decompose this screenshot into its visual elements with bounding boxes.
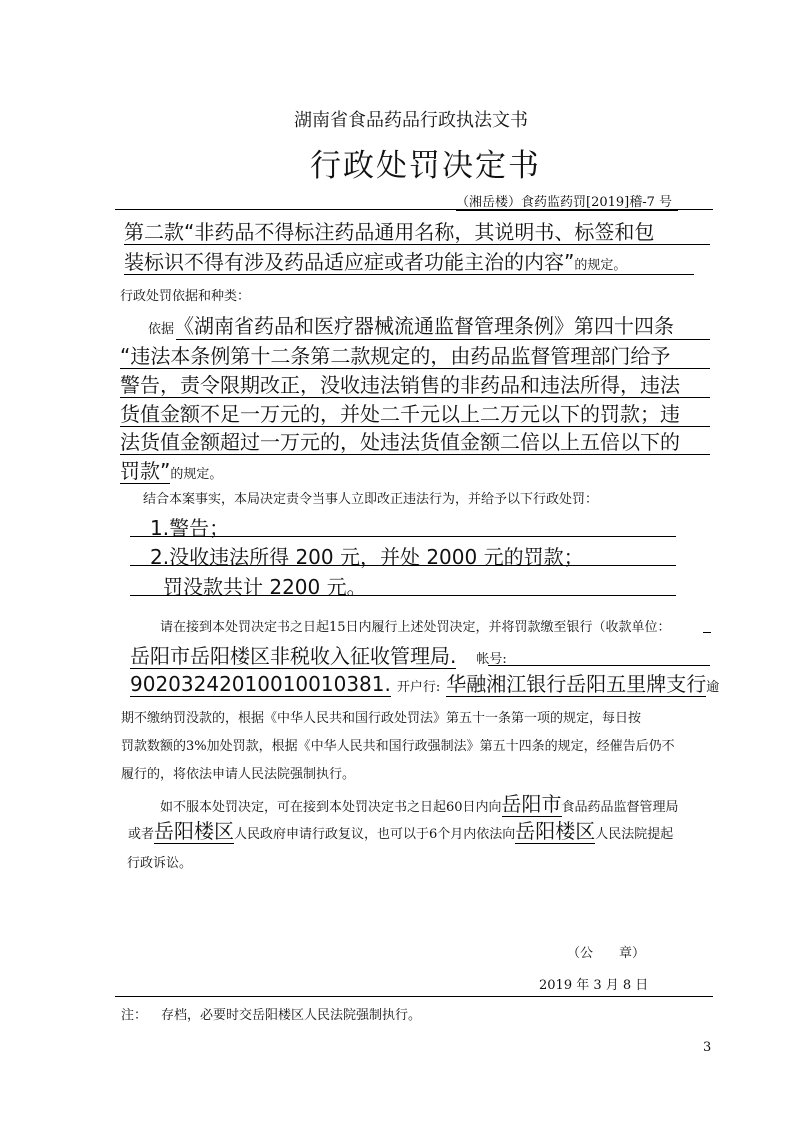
penalty-item-2: 2.没收违法所得 200 元，并处 2000 元的罚款；: [150, 545, 584, 569]
basis-line-6-row: [120, 455, 222, 484]
note-row: [121, 1004, 421, 1023]
payment-line-4: 期不缴纳罚没款的，根据《中华人民共和国行政处罚法》第五十一条第一项的规定，每日按: [121, 711, 642, 726]
page-number: 3: [703, 1040, 712, 1055]
appeal-text-5: 人民法院提起: [595, 827, 674, 842]
basis-suffix: 的规定。: [170, 467, 223, 482]
penalty-total: 罚没款共计 2200 元。: [163, 575, 367, 599]
overdue-tail: 逾: [706, 680, 720, 695]
basis-line-3: 警告，责令限期改正，没收违法销售的非药品和违法所得，违法: [120, 373, 680, 397]
violation-line-1: 第二款“非药品不得标注药品通用名称，其说明书、标签和包: [124, 220, 655, 244]
appeal-district-2: 岳阳楼区: [515, 819, 596, 843]
appeal-text-6: 行政诉讼。: [127, 856, 193, 871]
document-number: （湘岳楼）食药监药罚[2019]稽-7 号: [456, 191, 678, 211]
underline: [130, 565, 676, 566]
underline: [124, 274, 694, 275]
note-label: 注：: [121, 1008, 148, 1023]
payment-line-2-row: [130, 640, 507, 669]
underline: [488, 665, 710, 666]
bank-label: 开户行:: [396, 680, 441, 695]
payment-line-3-row: [130, 668, 719, 697]
basis-prefix: 依据: [148, 322, 175, 337]
note-text: 存档，必要时交岳阳楼区人民法院强制执行。: [161, 1008, 422, 1023]
document-title: 行政处罚决定书: [310, 148, 541, 184]
bank-name: 华融湘江银行岳阳五里牌支行: [446, 672, 707, 696]
violation-line-2: 装标识不得有涉及药品适应症或者功能主治的内容”: [124, 250, 575, 274]
underline: [703, 632, 711, 633]
violation-line-2-row: [124, 246, 626, 275]
underline: [130, 595, 676, 596]
payee-name: 岳阳市岳阳楼区非税收入征收管理局.: [130, 644, 457, 668]
frame-bottom-rule: [115, 996, 713, 997]
decision-intro: 结合本案事实，本局决定责令当事人立即改正违法行为，并给予以下行政处罚：: [143, 492, 599, 507]
official-seal: （公 章）: [567, 946, 646, 961]
basis-line-5: 法货值金额超过一万元的，处违法货值金额二倍以上五倍以下的: [120, 430, 680, 454]
basis-line-4: 货值金额不足一万元的，并处二千元以上二万元以下的罚款；违: [120, 402, 680, 426]
appeal-district-1: 岳阳楼区: [154, 819, 235, 843]
appeal-city: 岳阳市: [501, 792, 562, 816]
payment-line-5: 罚款数额的3%加处罚款，根据《中华人民共和国行政强制法》第五十四条的规定，经催告后仍不: [121, 739, 675, 754]
basis-line-1: 《湖南省药品和医疗器械流通监督管理条例》第四十四条: [174, 314, 675, 338]
appeal-text-4: 人民政府申请行政复议，也可以于6个月内依法向: [234, 827, 516, 842]
basis-line-2: “违法本条例第十二条第二款规定的，由药品监督管理部门给予: [120, 344, 671, 368]
penalty-item-1: 1.警告；: [150, 516, 230, 540]
org-title: 湖南省食品药品行政执法文书: [294, 110, 528, 131]
appeal-line-2-row: [128, 815, 673, 844]
signature-date: 2019 年 3 月 8 日: [539, 978, 649, 993]
basis-heading: 行政处罚依据和种类：: [120, 289, 251, 304]
appeal-text-1: 如不服本处罚决定，可在接到本处罚决定书之日起60日内向: [160, 800, 502, 815]
violation-suffix: 的规定。: [574, 258, 627, 273]
frame-top-rule: [115, 209, 713, 210]
appeal-text-2: 食品药品监督管理局: [561, 800, 679, 815]
appeal-line-1-row: [160, 788, 679, 817]
payment-line-6: 履行的，将依法申请人民法院强制执行。: [121, 767, 356, 782]
basis-line-6: 罚款”: [120, 459, 171, 483]
basis-line-1-row: [148, 310, 674, 339]
underline: [124, 244, 710, 245]
appeal-text-3: 或者: [128, 827, 155, 842]
underline: [130, 536, 676, 537]
account-label: 帐号:: [476, 652, 507, 667]
account-number: 90203242010010010381.: [130, 672, 391, 696]
payment-line-1: 请在接到本处罚决定书之日起15日内履行上述处罚决定，并将罚款缴至银行（收款单位：: [160, 620, 671, 635]
